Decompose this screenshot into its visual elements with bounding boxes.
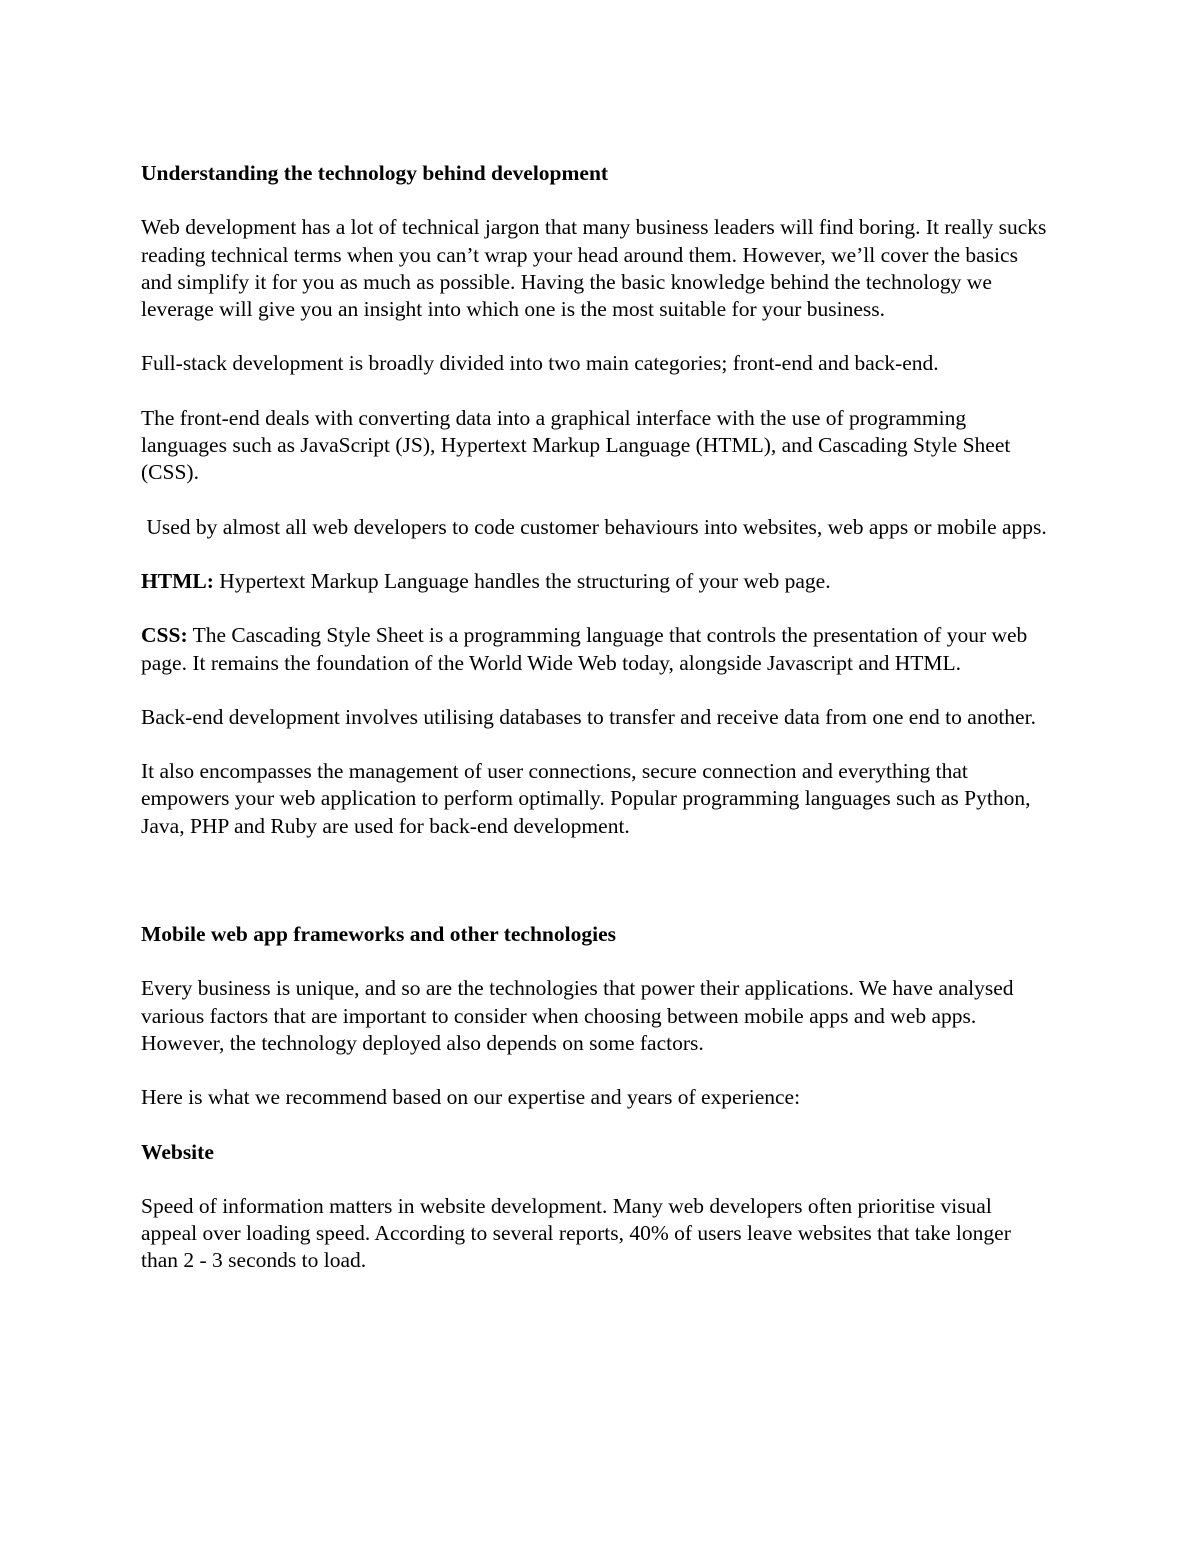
subheading-website: Website [141, 1139, 214, 1164]
section-heading-frameworks: Mobile web app frameworks and other technologies [141, 922, 616, 947]
paragraph-js-usage [141, 514, 1053, 541]
css-label: CSS: [141, 623, 188, 648]
paragraph-full-stack: Full-stack development is broadly divided into two main categories; front-end and back-end. [141, 351, 939, 376]
paragraph-css [141, 622, 1053, 677]
paragraph-js-usage-text: Used by almost all web developers to code customer behaviours into websites, web apps or mobile apps. [141, 514, 1047, 539]
paragraph-website-speed: Speed of information matters in website development. Many web developers often prioritise visual appeal over loading speed. According to several reports, 40% of users leave websites that take longer than 2 - 3 seconds to load. [141, 1193, 1011, 1273]
paragraph-recommendation: Here is what we recommend based on our expertise and years of experience: [141, 1085, 801, 1110]
paragraph-front-end: The front-end deals with converting data into a graphical interface with the use of programming languages such as JavaScript (JS), Hypertext Markup Language (HTML), and Cascading Style Sheet (CSS). [141, 405, 1011, 485]
paragraph-back-end-languages: It also encompasses the management of user connections, secure connection and everything that empowers your web application to perform optimally. Popular programming languages such as Python, Java, PHP and Ruby are used for back-end development. [141, 759, 1031, 838]
document-body [141, 160, 1053, 1302]
paragraph-html [141, 568, 1053, 595]
html-description: Hypertext Markup Language handles the structuring of your web page. [213, 568, 831, 593]
section-spacer [141, 867, 1053, 921]
html-label: HTML: [141, 568, 214, 593]
paragraph-intro: Web development has a lot of technical jargon that many business leaders will find boring. It really sucks reading technical terms when you can’t wrap your head around them. However, we’ll cover the basics and simplify it for you as much as possible. Having the basic knowledge behind the technology we leverage will give you an insight into which one is the most suitable for your business. [141, 215, 1047, 322]
paragraph-back-end: Back-end development involves utilising databases to transfer and receive data from one end to another. [141, 704, 1036, 729]
section-heading-technology: Understanding the technology behind development [141, 161, 609, 185]
paragraph-business-unique: Every business is unique, and so are the technologies that power their applications. We have analysed various factors that are important to consider when choosing between mobile apps and web apps. However, the technology deployed also depends on some factors. [141, 976, 1014, 1055]
css-description: The Cascading Style Sheet is a programming language that controls the presentation of your web page. It remains the foundation of the World Wide Web today, alongside Javascript and HTML. [141, 623, 1033, 675]
